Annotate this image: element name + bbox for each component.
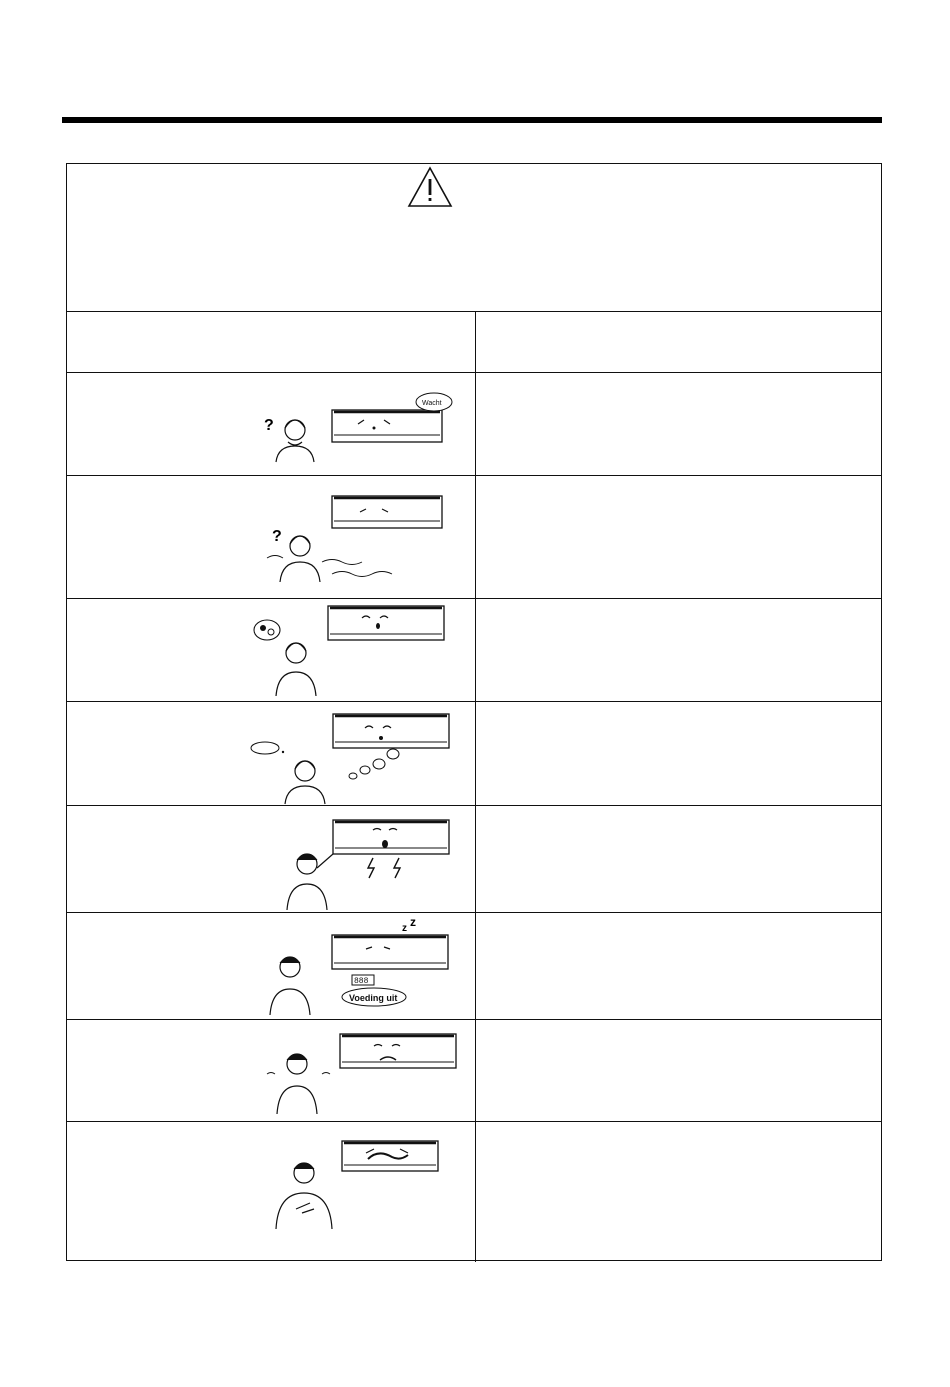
scene-row-5 (277, 814, 477, 914)
man-lightning-illustration (277, 814, 477, 914)
scene-row-2 (262, 486, 472, 586)
header-row-divider (67, 372, 881, 373)
man-cold-illustration (252, 1026, 472, 1116)
row-divider (67, 701, 881, 702)
svg-text:?: ? (264, 417, 274, 434)
scene-row-8 (262, 1129, 472, 1239)
scene-row-3 (252, 598, 472, 698)
column-divider (475, 312, 476, 1262)
woman-noise-illustration (247, 706, 472, 806)
row-divider (67, 1121, 881, 1122)
row-divider (67, 805, 881, 806)
speech-text: Voeding uit (349, 993, 398, 1003)
scene-row-4 (247, 706, 472, 806)
man-remote-illustration (262, 1129, 472, 1239)
display-text: 888 (354, 977, 369, 986)
scene-row-1 (262, 382, 472, 467)
row-divider (67, 1019, 881, 1020)
svg-text:z: z (402, 923, 407, 934)
warning-triangle-icon (407, 166, 453, 208)
row-divider (67, 598, 881, 599)
row-divider (67, 475, 881, 476)
man-power-off-illustration (252, 917, 472, 1017)
warning-block (67, 164, 881, 312)
header-rule (62, 117, 882, 123)
woman-question-cold-air-illustration (262, 486, 472, 586)
speech-text: Wacht (422, 400, 442, 407)
woman-thinking-illustration (252, 598, 472, 698)
scene-row-6 (252, 917, 472, 1017)
scene-row-7 (252, 1026, 472, 1116)
svg-text:z: z (410, 917, 416, 929)
svg-text:?: ? (272, 528, 282, 545)
woman-question-ac-illustration (262, 382, 472, 467)
troubleshooting-table (66, 163, 882, 1261)
